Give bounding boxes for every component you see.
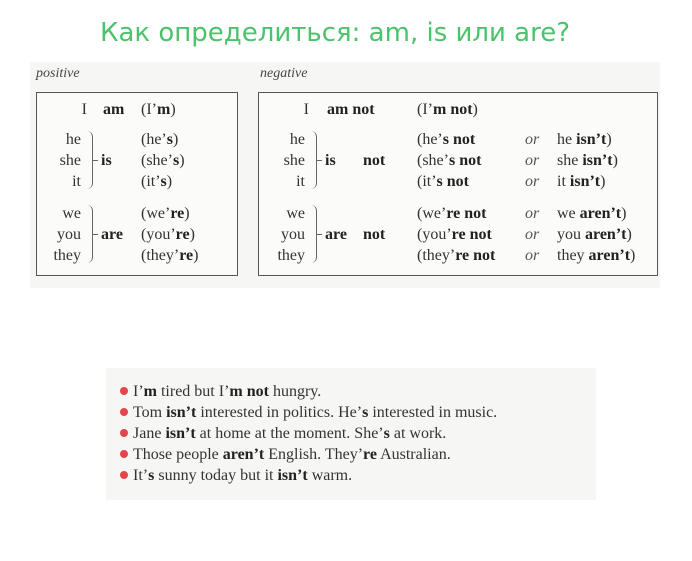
not-cell: not: [363, 152, 386, 169]
or-cell: or: [525, 131, 540, 148]
short-form-cell: (we’re): [141, 205, 190, 222]
short-form-cell: (they’re not: [417, 247, 496, 264]
pronoun-cell: they: [277, 247, 305, 264]
short-form-cell: (it’s not: [417, 173, 469, 190]
short-form-cell: (she’s): [141, 152, 185, 169]
not-cell: not: [363, 226, 386, 243]
bullet-icon: [120, 471, 128, 479]
short-form-cell: (it’s): [141, 173, 173, 190]
or-cell: or: [525, 173, 540, 190]
or-cell: or: [525, 226, 540, 243]
page-title: Как определиться: am, is или are?: [100, 18, 571, 48]
pronoun-cell: he: [289, 131, 305, 148]
short-form-cell: (he’s not: [417, 131, 476, 148]
bullet-icon: [120, 429, 128, 437]
verb-cell: is: [325, 152, 336, 169]
example-sentence: I’m tired but I’m not hungry.: [120, 382, 321, 402]
verb-cell: am not: [327, 101, 375, 118]
short-form-cell: (we’re not: [417, 205, 487, 222]
alt-short-form-cell: she isn’t): [557, 152, 618, 169]
or-cell: or: [525, 247, 540, 264]
example-sentence: Tom isn’t interested in politics. He’s interested in music.: [120, 403, 497, 423]
brace-tip-mark: [93, 160, 98, 162]
verb-cell: am: [103, 101, 125, 118]
verb-cell: are: [325, 226, 347, 243]
verb-cell: are: [101, 226, 123, 243]
example-sentence: It’s sunny today but it isn’t warm.: [120, 466, 352, 486]
brace-tip-mark: [317, 160, 322, 162]
short-form-cell: (he’s): [141, 131, 179, 148]
pronoun-cell: it: [296, 173, 305, 190]
or-cell: or: [525, 152, 540, 169]
bullet-icon: [120, 387, 128, 395]
pronoun-cell: we: [62, 205, 81, 222]
brace-tip-mark: [317, 234, 322, 236]
pronoun-cell: it: [72, 173, 81, 190]
positive-label: positive: [36, 66, 80, 81]
pronoun-cell: she: [59, 152, 81, 169]
short-form-cell: (I’m not): [417, 101, 478, 118]
pronoun-cell: I: [303, 101, 309, 118]
negative-table: [258, 92, 658, 276]
or-cell: or: [525, 205, 540, 222]
alt-short-form-cell: they aren’t): [557, 247, 636, 264]
examples-panel: [106, 368, 596, 500]
bullet-icon: [120, 408, 128, 416]
short-form-cell: (you’re): [141, 226, 195, 243]
pronoun-cell: you: [57, 226, 81, 243]
grammar-table-scan: [30, 62, 660, 288]
pronoun-cell: they: [53, 247, 81, 264]
short-form-cell: (she’s not: [417, 152, 482, 169]
alt-short-form-cell: we aren’t): [557, 205, 627, 222]
example-sentence: Those people aren’t English. They’re Australian.: [120, 445, 451, 465]
example-sentence: Jane isn’t at home at the moment. She’s at work.: [120, 424, 446, 444]
short-form-cell: (I’m): [141, 101, 176, 118]
short-form-cell: (you’re not: [417, 226, 492, 243]
alt-short-form-cell: it isn’t): [557, 173, 606, 190]
alt-short-form-cell: he isn’t): [557, 131, 612, 148]
pronoun-cell: he: [65, 131, 81, 148]
pronoun-cell: we: [286, 205, 305, 222]
brace-tip-mark: [93, 234, 98, 236]
short-form-cell: (they’re): [141, 247, 199, 264]
bullet-icon: [120, 450, 128, 458]
pronoun-cell: you: [281, 226, 305, 243]
positive-table: [36, 92, 238, 276]
alt-short-form-cell: you aren’t): [557, 226, 632, 243]
pronoun-cell: she: [283, 152, 305, 169]
pronoun-cell: I: [81, 101, 87, 118]
negative-label: negative: [260, 66, 308, 81]
verb-cell: is: [101, 152, 112, 169]
